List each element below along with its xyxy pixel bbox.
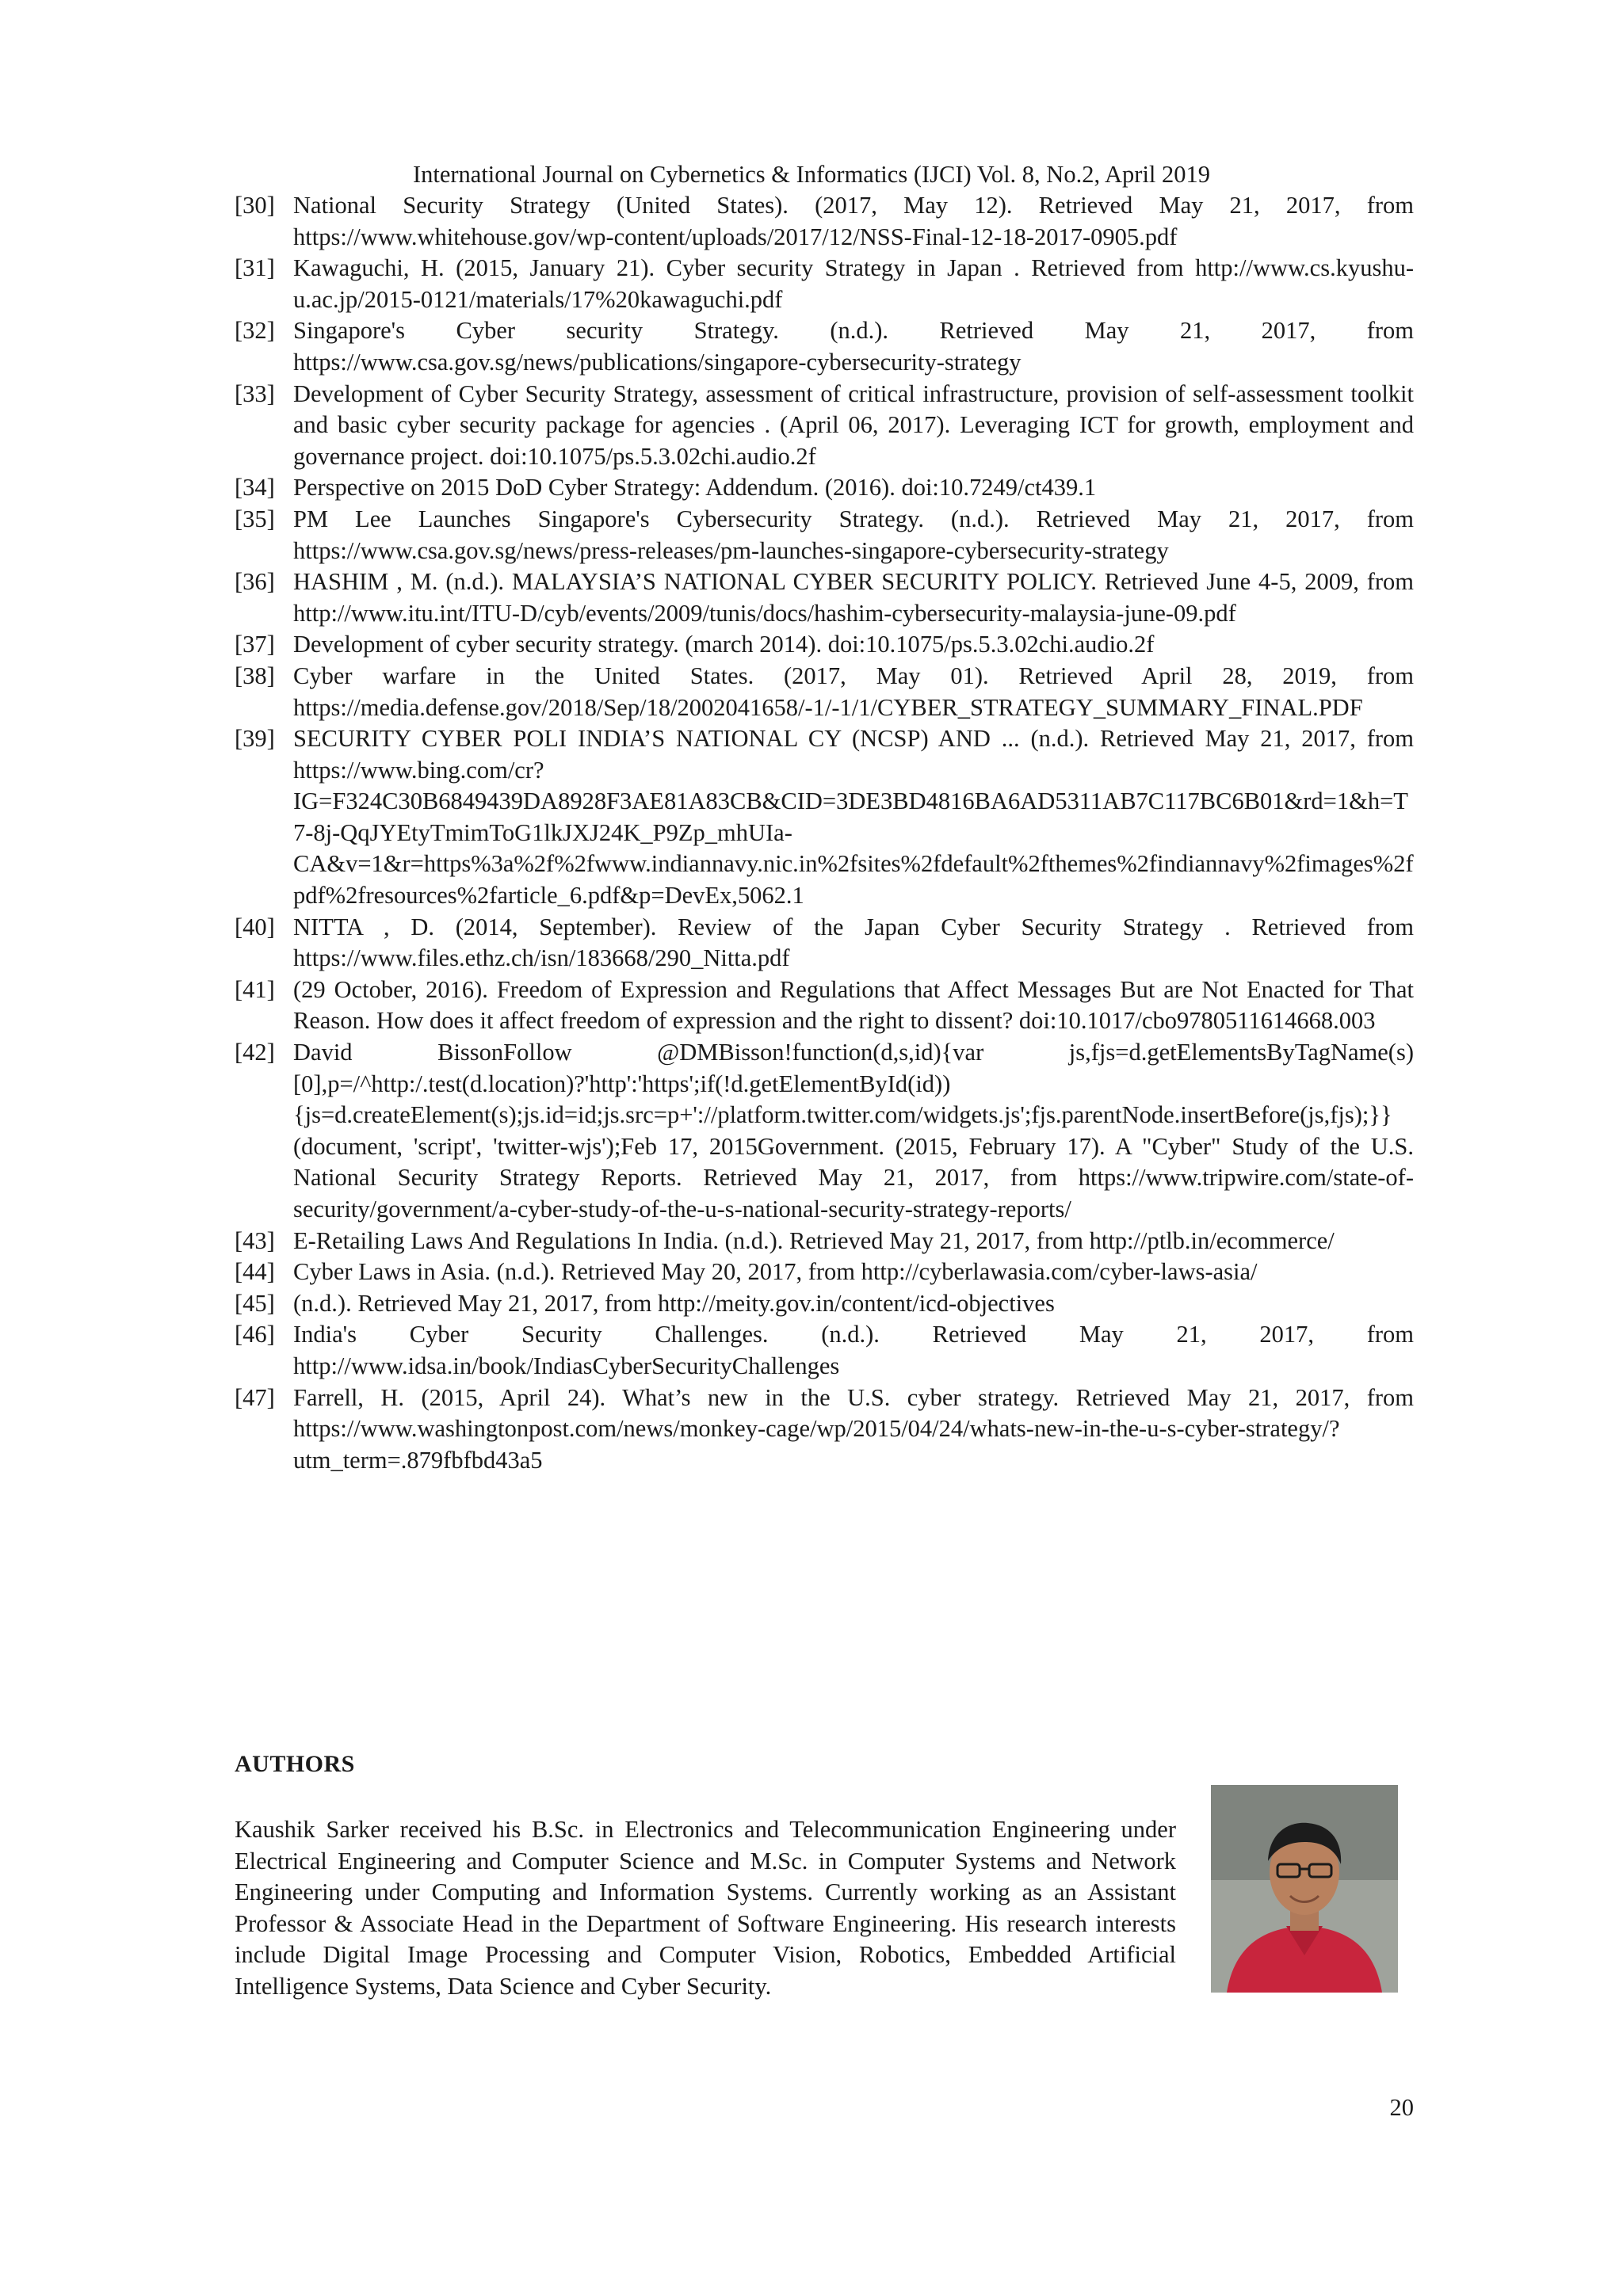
reference-item: [235, 504, 1414, 566]
reference-text: (29 October, 2016). Freedom of Expression and Regulations that Affect Messages But are Not Enacted for That Reason. How does it affect freedom of expression and the right to dissent? doi:10.1017/cbo9780511614668.003: [293, 975, 1414, 1035]
reference-item: [235, 723, 1414, 912]
authors-heading: [235, 1751, 355, 1778]
reference-number: [36]: [235, 568, 275, 596]
reference-item: [235, 1319, 1414, 1382]
reference-item: [235, 190, 1414, 253]
running-header: International Journal on Cybernetics & Informatics (IJCI) Vol. 8, No.2, April 2019: [412, 161, 1211, 188]
reference-text: Development of cyber security strategy. (march 2014). doi:10.1075/ps.5.3.02chi.audio.2f: [293, 631, 1155, 658]
reference-number: [30]: [235, 192, 275, 219]
reference-item: [235, 315, 1414, 378]
reference-item: [235, 379, 1414, 473]
reference-text: (n.d.). Retrieved May 21, 2017, from http://meity.gov.in/content/icd-objectives: [293, 1289, 1055, 1317]
reference-number: [42]: [235, 1039, 275, 1066]
author-bio: Kaushik Sarker received his B.Sc. in Electronics and Telecommunication Engineering under Electrical Engineering and Computer Science and M.Sc. in Computer Systems and Network Engineering under Computing and Information Systems. Currently working as an Assistant Professor & Associate Head in the Department of Software Engineering. His research interests include Digital Image Processing and Computer Vision, Robotics, Embedded Artificial Intelligence Systems, Data Science and Cyber Security.: [235, 1816, 1176, 2000]
reference-text: National Security Strategy (United States). (2017, May 12). Retrieved May 21, 2017, from https://www.whitehouse.gov/wp-content/uploads/2017/12/NSS-Final-12-18-2017-0905.pdf: [293, 192, 1414, 250]
reference-text: David BissonFollow @DMBisson!function(d,s,id){var js,fjs=d.getElementsByTagName(s)[0],p=/^http:/.test(d.location)?'http':'https';if(!d.getElementById(id)){js=d.createElement(s);js.id=id;js.src=p+'://platform.twitter.com/widgets.js';fjs.parentNode.insertBefore(js,fjs);}}(document, 'script', 'twitter-wjs');Feb 17, 2015Government. (2015, February 17). A "Cyber" Study of the U.S. National Security Strategy Reports. Retrieved May 21, 2017, from https://www.tripwire.com/state-of-security/government/a-cyber-study-of-the-u-s-national-security-strategy-reports/: [293, 1039, 1414, 1222]
reference-number: [46]: [235, 1321, 275, 1348]
reference-text: PM Lee Launches Singapore's Cybersecurity Strategy. (n.d.). Retrieved May 21, 2017, from https://www.csa.gov.sg/news/press-releases/pm-launches-singapore-cybersecurity-strategy: [293, 505, 1414, 564]
reference-item: [235, 661, 1414, 723]
reference-text: Kawaguchi, H. (2015, January 21). Cyber security Strategy in Japan . Retrieved from http://www.cs.kyushu-u.ac.jp/2015-0121/materials/17%20kawaguchi.pdf: [293, 254, 1414, 313]
page-number: 20: [1389, 2094, 1414, 2121]
reference-number: [37]: [235, 631, 275, 658]
reference-number: [34]: [235, 474, 275, 502]
reference-number: [39]: [235, 725, 275, 753]
reference-number: [31]: [235, 254, 275, 282]
reference-item: [235, 912, 1414, 974]
reference-text: Perspective on 2015 DoD Cyber Strategy: Addendum. (2016). doi:10.7249/ct439.1: [293, 474, 1097, 502]
reference-item: [235, 566, 1414, 629]
author-portrait-image: [1211, 1785, 1398, 1993]
reference-number: [32]: [235, 317, 275, 345]
reference-text: NITTA , D. (2014, September). Review of the Japan Cyber Security Strategy . Retrieved from https://www.files.ethz.ch/isn/183668/290_Nitta.pdf: [293, 913, 1414, 972]
references-list: [235, 190, 1414, 1476]
reference-text: Cyber warfare in the United States. (2017, May 01). Retrieved April 28, 2019, from https://media.defense.gov/2018/Sep/18/2002041658/-1/-1/1/CYBER_STRATEGY_SUMMARY_FINAL.PDF: [293, 662, 1414, 721]
reference-item: [235, 629, 1414, 661]
reference-item: [235, 253, 1414, 315]
reference-number: [38]: [235, 662, 275, 689]
reference-item: [235, 974, 1414, 1037]
reference-number: [47]: [235, 1383, 275, 1411]
reference-number: [40]: [235, 913, 275, 940]
reference-number: [43]: [235, 1226, 275, 1254]
authors-heading-text: AUTHORS: [235, 1751, 355, 1777]
reference-text: Development of Cyber Security Strategy, assessment of critical infrastructure, provision of self-assessment toolkit and basic cyber security package for agencies . (April 06, 2017). Leveraging ICT for growth, employment and governance project. doi:10.1075/ps.5.3.02chi.audio.2f: [293, 379, 1414, 470]
reference-item: [235, 1257, 1414, 1288]
reference-text: SECURITY CYBER POLI INDIA’S NATIONAL CY (NCSP) AND ... (n.d.). Retrieved May 21, 2017, from https://www.bing.com/cr?IG=F324C30B6849439DA8928F3AE81A83CB&CID=3DE3BD4816BA6AD5311AB7C117BC6B01&rd=1&h=T7-8j-QqJYEtyTmimToG1lkJXJ24K_P9Zp_mhUIa-CA&v=1&r=https%3a%2f%2fwww.indiannavy.nic.in%2fsites%2fdefault%2fthemes%2findiannavy%2fimages%2fpdf%2fresources%2farticle_6.pdf&p=DevEx,5062.1: [293, 725, 1414, 910]
reference-number: [45]: [235, 1289, 275, 1317]
reference-number: [35]: [235, 505, 275, 532]
reference-item: [235, 1288, 1414, 1320]
reference-text: India's Cyber Security Challenges. (n.d.). Retrieved May 21, 2017, from http://www.idsa.in/book/IndiasCyberSecurityChallenges: [293, 1321, 1414, 1379]
reference-text: HASHIM , M. (n.d.). MALAYSIA’S NATIONAL CYBER SECURITY POLICY. Retrieved June 4-5, 2009, from http://www.itu.int/ITU-D/cyb/events/2009/tunis/docs/hashim-cybersecurity-malaysia-june-09.pdf: [293, 568, 1414, 627]
reference-number: [44]: [235, 1258, 275, 1286]
reference-text: Farrell, H. (2015, April 24). What’s new in the U.S. cyber strategy. Retrieved May 21, 2017, from https://www.washingtonpost.com/news/monkey-cage/wp/2015/04/24/whats-new-in-the-u-s-cyber-strategy/?utm_term=.879fbfbd43a5: [293, 1383, 1414, 1474]
reference-item: [235, 1226, 1414, 1257]
reference-item: [235, 1383, 1414, 1477]
reference-number: [41]: [235, 975, 275, 1003]
reference-text: E-Retailing Laws And Regulations In India. (n.d.). Retrieved May 21, 2017, from http://ptlb.in/ecommerce/: [293, 1226, 1335, 1254]
reference-number: [33]: [235, 379, 275, 407]
reference-item: [235, 472, 1414, 504]
reference-text: Cyber Laws in Asia. (n.d.). Retrieved May 20, 2017, from http://cyberlawasia.com/cyber-laws-asia/: [293, 1258, 1258, 1286]
author-photo: [1211, 1785, 1398, 1993]
reference-text: Singapore's Cyber security Strategy. (n.d.). Retrieved May 21, 2017, from https://www.csa.gov.sg/news/publications/singapore-cybersecurity-strategy: [293, 317, 1414, 376]
reference-item: [235, 1037, 1414, 1226]
